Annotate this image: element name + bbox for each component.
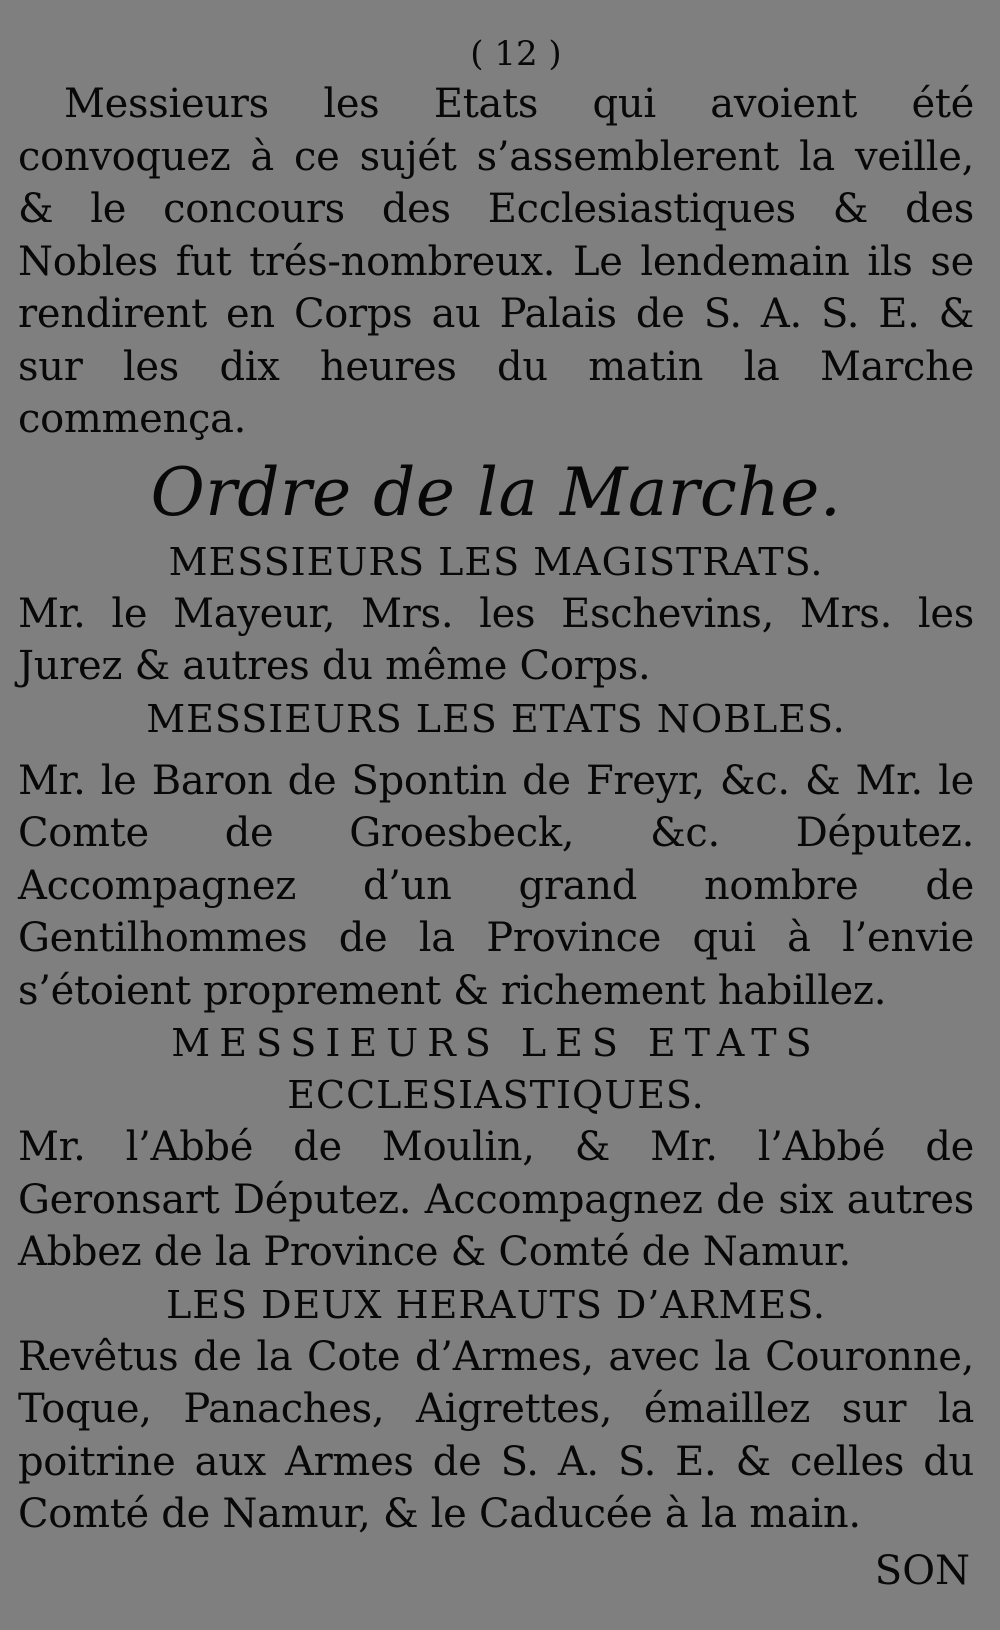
section-text-herauts: Revêtus de la Cote d’Armes, avec la Couronne, Toque, Panaches, Aigrettes, émaillez sur la poitrine aux Armes de S. A. S. E. & celles du Comté de Namur, & le Caducée à la main. bbox=[18, 1333, 974, 1537]
section-text-ecclesiastiques: Mr. l’Abbé de Moulin, & Mr. l’Abbé de Geronsart Députez. Accompagnez de six autres Abbez de la Province & Comté de Namur. bbox=[18, 1124, 974, 1275]
section-text-magistrats: Mr. le Mayeur, Mrs. les Eschevins, Mrs. les Jurez & autres du même Corps. bbox=[18, 590, 974, 689]
catchword: SON bbox=[874, 1547, 970, 1594]
section-title-ecclesiastiques: MESSIEURS LES ETATS bbox=[171, 1021, 821, 1065]
section-title-herauts: LES DEUX HERAUTS D’ARMES. bbox=[166, 1282, 826, 1327]
section-title-magistrats: MESSIEURS LES MAGISTRATS. bbox=[168, 539, 824, 584]
page-number: ( 12 ) bbox=[470, 34, 562, 74]
section-subtitle-ecclesiastiques: ECCLESIASTIQUES. bbox=[287, 1073, 705, 1117]
order-title: Ordre de la Marche. bbox=[150, 453, 842, 531]
section-text-nobles: Mr. le Baron de Spontin de Freyr, &c. & Mr. le Comte de Groesbeck, &c. Députez. Accompagnez d’un grand nombre de Gentilhommes de la Province qui à l’envie s’étoient proprement & richement habillez. bbox=[18, 757, 974, 1014]
intro-paragraph: Messieurs les Etats qui avoient été convoquez à ce sujét s’assemblerent la veille, & le concours des Ecclesiastiques & des Nobles fut trés-nombreux. Le lendemain ils se rendirent en Corps au Palais de S. A. S. E. & sur les dix heures du matin la Marche commença. bbox=[18, 81, 974, 442]
section-title-nobles: MESSIEURS LES ETATS NOBLES. bbox=[146, 696, 846, 741]
